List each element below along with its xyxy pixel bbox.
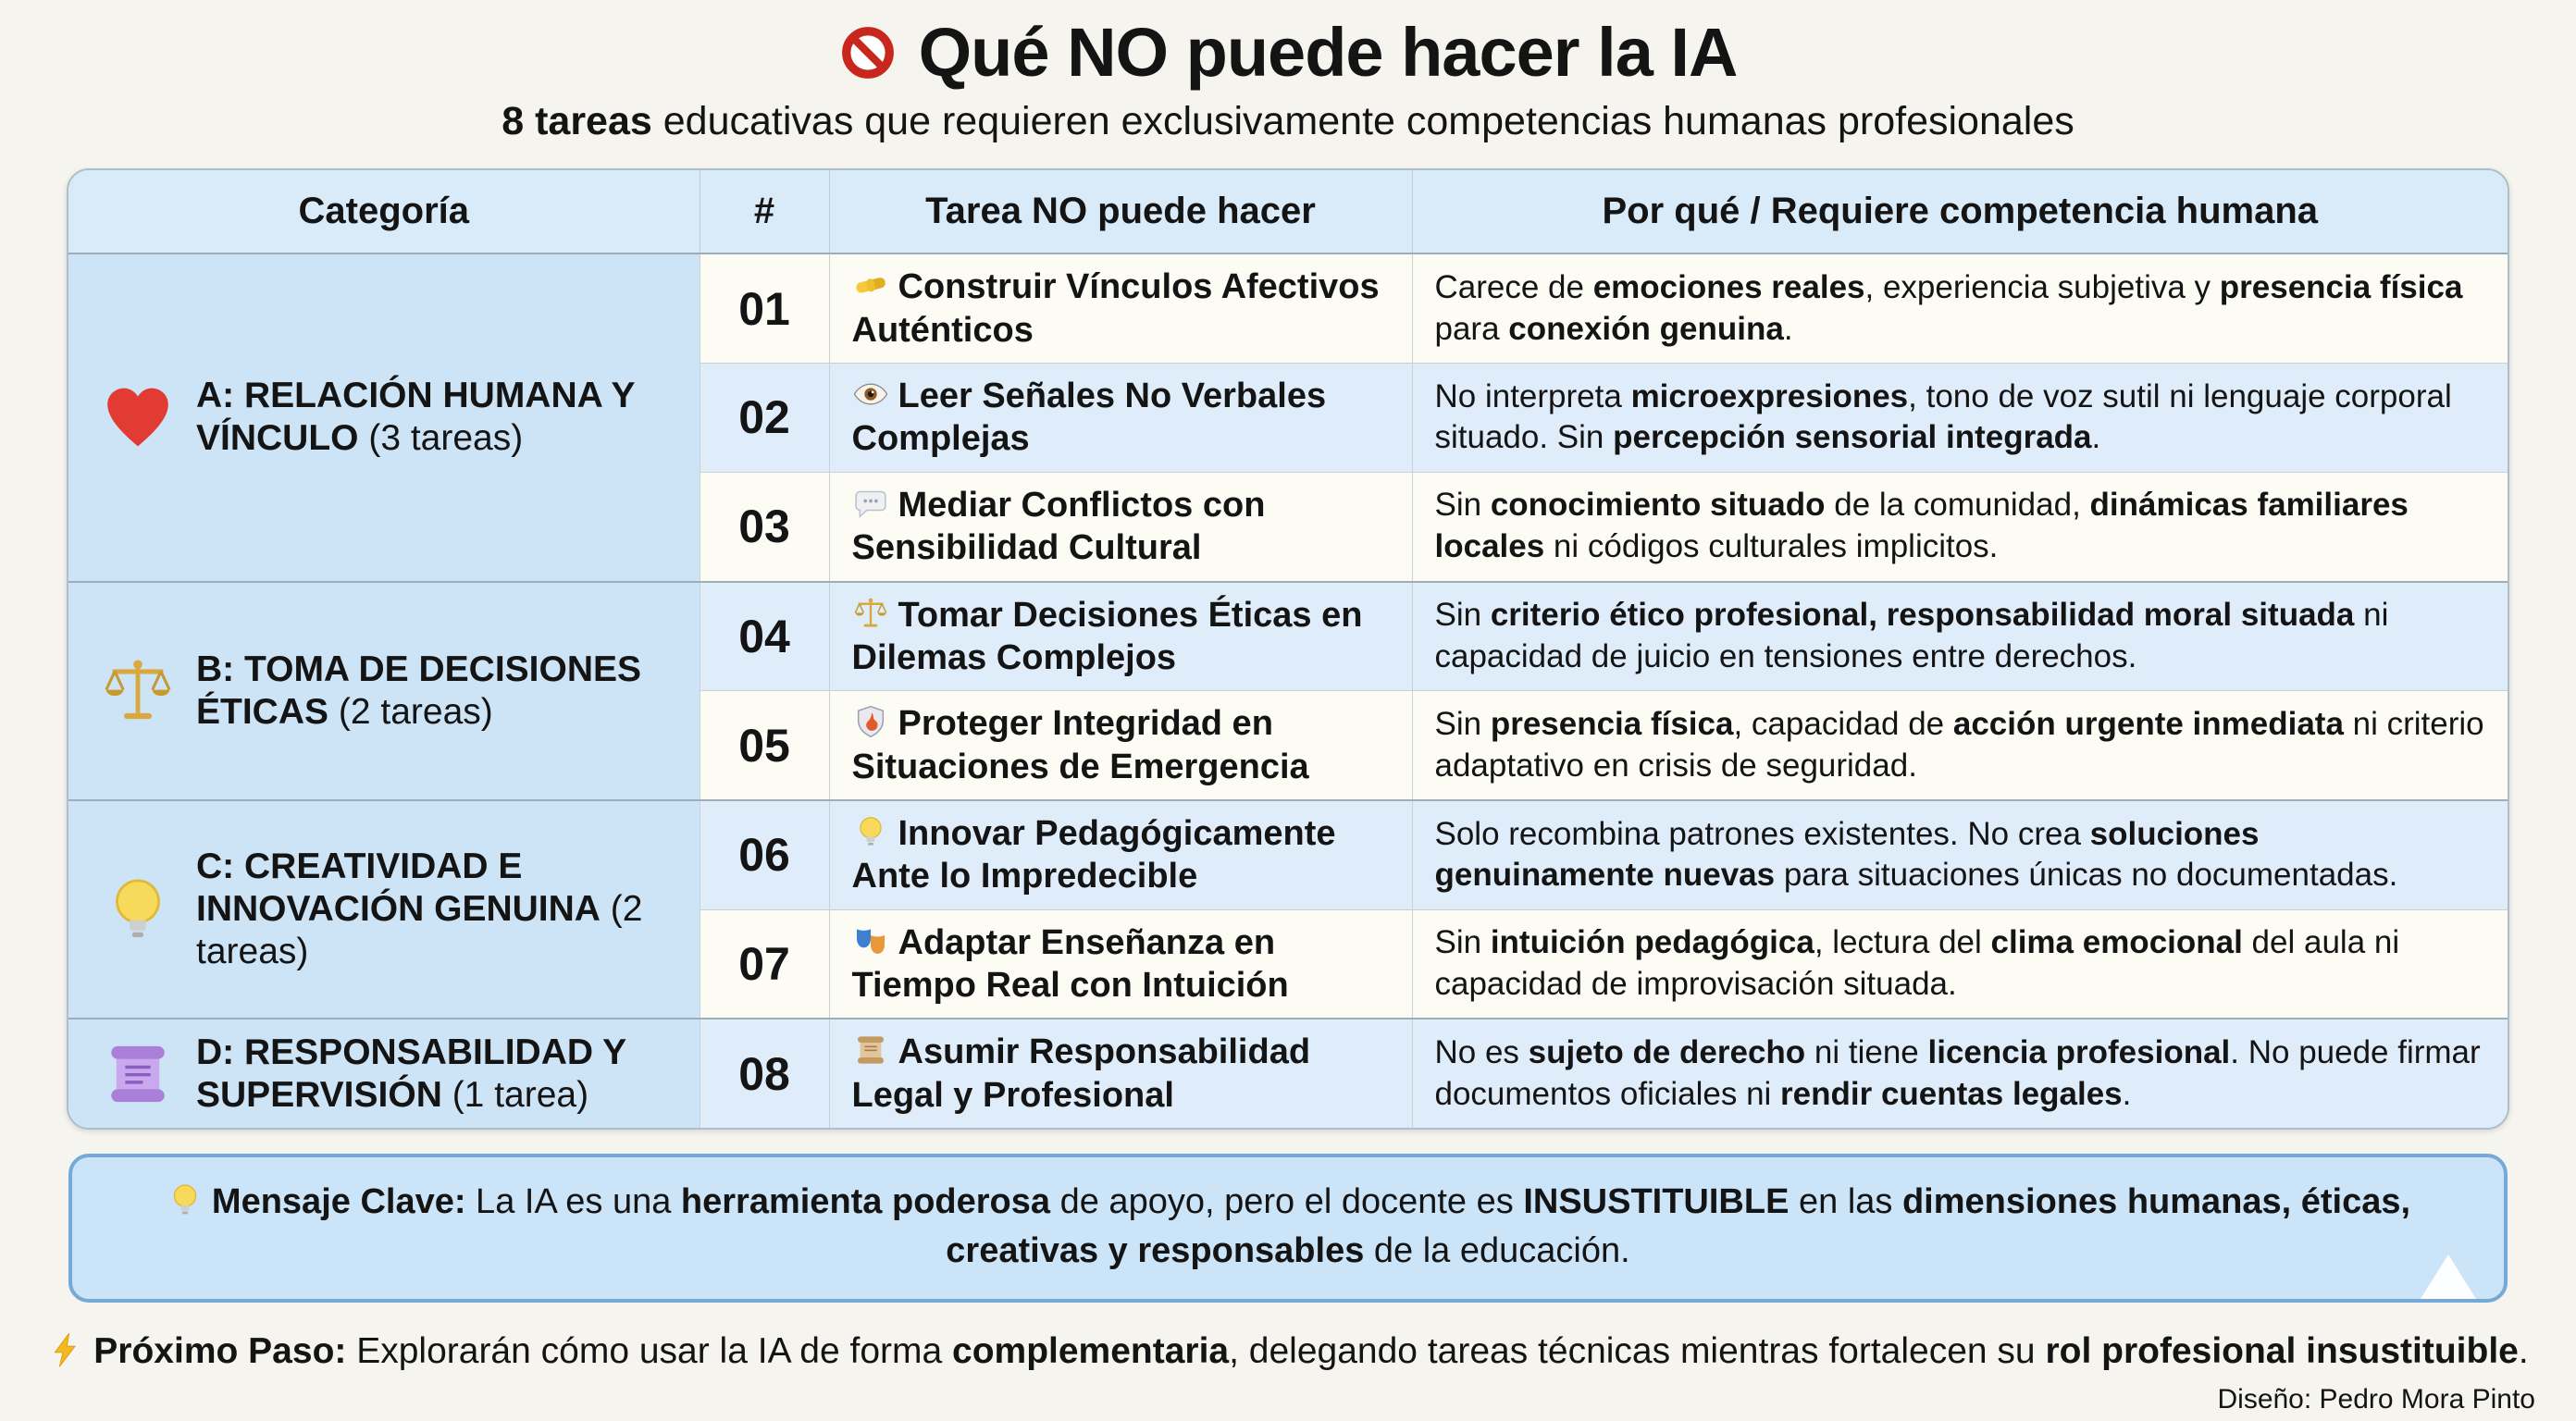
why-cell: Carece de emociones reales, experiencia subjetiva y presencia física para conexión genuina.	[1412, 253, 2508, 363]
task-cell	[829, 800, 1412, 909]
category-label: A: RELACIÓN HUMANA Y VÍNCULO (3 tareas)	[196, 376, 635, 459]
bulb-icon	[852, 813, 889, 850]
next-step-text: Próximo Paso: Explorarán cómo usar la IA de forma complementaria, delegando tareas técnicas mientras fortalecen su rol profesional insustituible.	[93, 1331, 2529, 1372]
why-cell: Sin criterio ético profesional, responsabilidad moral situada ni capacidad de juicio en tensiones entre derechos.	[1412, 582, 2508, 691]
category-label: B: TOMA DE DECISIONES ÉTICAS (2 tareas)	[196, 649, 642, 732]
task-number: 03	[700, 472, 829, 581]
category-cell	[68, 800, 700, 1019]
category-cell	[68, 582, 700, 800]
scales-icon	[100, 653, 176, 729]
key-message-text: Mensaje Clave: La IA es una herramienta poderosa de apoyo, pero el docente es INSUSTITUIBLE en las dimensiones humanas, éticas, creativas y responsables de la educación.	[211, 1182, 2411, 1270]
no-entry-icon	[839, 24, 897, 81]
task-number: 08	[700, 1019, 829, 1128]
category-cell	[68, 253, 700, 581]
heart-icon	[100, 379, 176, 455]
task-label: Adaptar Enseñanza en Tiempo Real con Intuición	[851, 922, 1289, 1006]
task-number: 06	[700, 800, 829, 909]
credit: Diseño: Pedro Mora Pinto	[2217, 1384, 2535, 1415]
eye-icon	[852, 376, 889, 413]
task-cell	[829, 1019, 1412, 1128]
page-title-text: Qué NO puede hacer la IA	[918, 14, 1738, 91]
table-row	[68, 800, 2508, 909]
category-label: D: RESPONSABILIDAD Y SUPERVISIÓN (1 tarea)	[196, 1032, 626, 1115]
banner-decoration-triangle	[2421, 1254, 2476, 1299]
bulb-icon	[100, 871, 176, 947]
task-label: Construir Vínculos Afectivos Auténticos	[851, 267, 1380, 350]
why-cell: Sin presencia física, capacidad de acción urgente inmediata ni criterio adaptativo en crisis de seguridad.	[1412, 691, 2508, 800]
column-header-number: #	[700, 170, 829, 253]
task-number: 04	[700, 582, 829, 691]
table-row	[68, 1019, 2508, 1128]
task-cell	[829, 691, 1412, 800]
scroll-purple-icon	[100, 1036, 176, 1112]
task-number: 02	[700, 364, 829, 473]
column-header-why: Por qué / Requiere competencia humana	[1412, 170, 2508, 253]
task-cell	[829, 472, 1412, 581]
task-label: Innovar Pedagógicamente Ante lo Impredecible	[851, 813, 1336, 896]
theater-masks-icon	[852, 922, 889, 959]
task-number: 01	[700, 253, 829, 363]
task-label: Mediar Conflictos con Sensibilidad Cultural	[851, 485, 1266, 568]
task-number: 07	[700, 909, 829, 1019]
why-cell: Sin conocimiento situado de la comunidad, dinámicas familiares locales ni códigos culturales implicitos.	[1412, 472, 2508, 581]
table-header-row	[68, 170, 2508, 253]
task-label: Asumir Responsabilidad Legal y Profesional	[851, 1032, 1311, 1115]
table-row	[68, 582, 2508, 691]
why-cell: No es sujeto de derecho ni tiene licencia profesional. No puede firmar documentos oficiales ni rendir cuentas legales.	[1412, 1019, 2508, 1128]
task-number: 05	[700, 691, 829, 800]
task-cell	[829, 582, 1412, 691]
scroll-icon	[852, 1032, 889, 1069]
lightning-icon	[47, 1330, 86, 1369]
task-label: Leer Señales No Verbales Complejas	[851, 377, 1327, 459]
why-cell: Sin intuición pedagógica, lectura del clima emocional del aula ni capacidad de improvisación situada.	[1412, 909, 2508, 1019]
why-cell: Solo recombina patrones existentes. No crea soluciones genuinamente nuevas para situaciones únicas no documentadas.	[1412, 800, 2508, 909]
bulb-icon	[166, 1180, 204, 1219]
next-step	[37, 1328, 2539, 1376]
task-label: Tomar Decisiones Éticas en Dilemas Complejos	[851, 595, 1363, 677]
tasks-table	[68, 170, 2508, 1128]
handshake-icon	[852, 266, 889, 303]
tasks-table-container	[67, 168, 2509, 1130]
scales-icon	[852, 595, 889, 632]
page-title	[0, 15, 2576, 90]
category-cell	[68, 1019, 700, 1128]
task-label: Proteger Integridad en Situaciones de Emergencia	[851, 704, 1309, 786]
task-cell	[829, 253, 1412, 363]
task-cell	[829, 909, 1412, 1019]
column-header-category: Categoría	[68, 170, 700, 253]
task-cell	[829, 364, 1412, 473]
page-subtitle: 8 tareas educativas que requieren exclusivamente competencias humanas profesionales	[502, 99, 2074, 144]
speech-bubble-icon	[852, 485, 889, 522]
shield-icon	[852, 703, 889, 740]
category-label: C: CREATIVIDAD E INNOVACIÓN GENUINA (2 tareas)	[196, 846, 643, 972]
key-message-banner	[68, 1154, 2508, 1303]
column-header-task: Tarea NO puede hacer	[829, 170, 1412, 253]
why-cell: No interpreta microexpresiones, tono de voz sutil ni lenguaje corporal situado. Sin percepción sensorial integrada.	[1412, 364, 2508, 473]
table-row	[68, 253, 2508, 363]
